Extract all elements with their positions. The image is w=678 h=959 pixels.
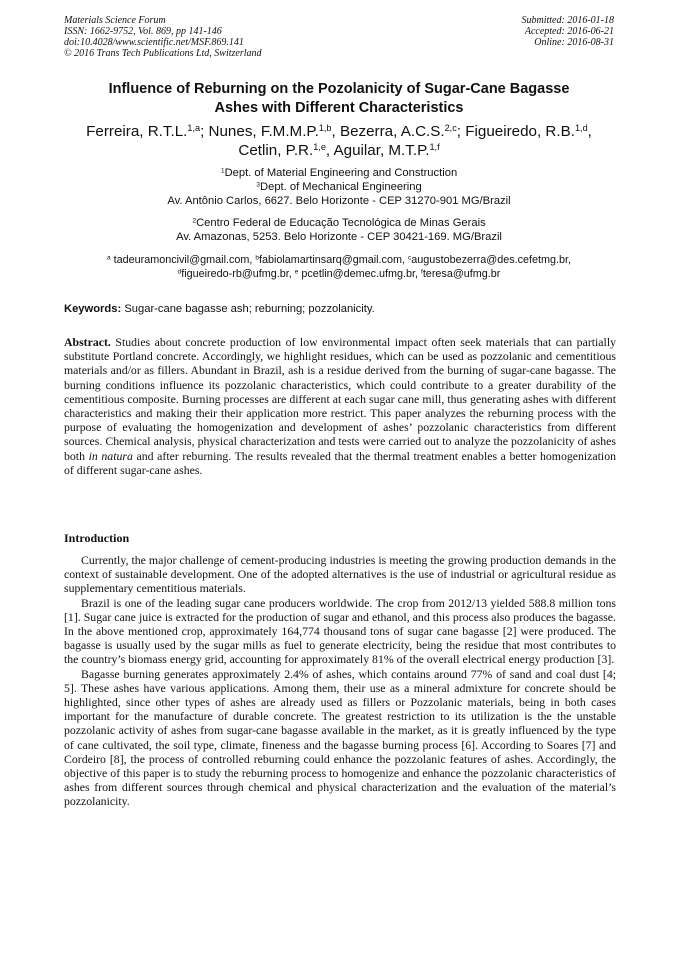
affiliation-block-ufmg [50,166,628,208]
email-sup: d [177,268,182,276]
author-name: Nunes, F.M.M.P. [208,123,319,140]
author-name: Cetlin, P.R. [238,142,314,159]
keywords-text: Sugar-cane bagasse ash; reburning; pozzolanicity. [124,303,375,315]
author-affil-sup: 1,d [574,122,588,133]
affiliation-address-2: Av. Amazonas, 5253. Belo Horizonte - CEP 30421-169. MG/Brazil [176,231,502,243]
affil-text: Dept. of Mechanical Engineering [260,181,422,193]
keywords-line [64,302,616,316]
author-name: Bezerra, A.C.S. [339,123,445,140]
email-line-1 [40,253,638,267]
author-list [50,122,628,160]
email-sup: c [407,254,412,262]
affil-sup: 3 [256,181,261,189]
intro-paragraph: Currently, the major challenge of cement-producing industries is meeting the growing production demands in the context of sustainable development. One of the adopted alternatives is the use of industrial or agricultural residue as supplementary cementitious materials. [64,553,616,596]
keywords-label: Keywords: [64,303,122,315]
affiliation-dept-3 [50,180,628,194]
paper-title [60,80,618,118]
email-sup: e [294,268,299,276]
affil-text: Centro Federal de Educação Tecnológica de Minas Gerais [196,217,486,229]
journal-doi: doi:10.4028/www.scientific.net/MSF.869.141 [64,37,244,48]
title-line-2: Ashes with Different Characteristics [214,100,464,116]
introduction-body [64,553,616,809]
email-sup: f [421,268,423,276]
affiliation-dept-1 [50,166,628,180]
submission-dates [522,15,615,48]
abstract-italic: in natura [88,448,133,463]
author-name: Figueiredo, R.B. [465,123,575,140]
affiliation-inst-2 [50,216,628,230]
journal-name: Materials Science Forum [64,15,166,26]
email-sup: b [255,254,259,262]
email-link[interactable]: teresa@ufmg.br [422,268,501,280]
author-affil-sup: 1,f [429,141,440,152]
intro-paragraph: Bagasse burning generates approximately 2.4% of ashes, which contains around 77% of sand and coal dust [4; 5]. These ashes have various applications. Among them, their use as a mineral admixture for concrete should be highlighted, since other types of ashes are already used as fillers or Pozzolanic materials, being in both cases important for the manufacture of durable concrete. The greatest restriction to its utilization is the the unstable pozzolanic activity of ashes from sugar-cane bagasse available in the market, as it is greatly influenced by the type of cane cultivated, the soil type, climate, fineness and the bagasse burning process [6]. According to Soares [7] and Cordeiro [8], the process of controlled reburning could enhance the pozzolanic features of ashes. Accordingly, the objective of this paper is to study the reburning process to homogenize and enhance the pozzolanic characteristics of ashes from different sources through chemical and physical characterization and the evaluation of the material’s pozzolanicity. [64,666,616,809]
affiliation-block-cefet [50,216,628,244]
affiliation-address-1: Av. Antônio Carlos, 6627. Belo Horizonte - CEP 31270-901 MG/Brazil [167,195,511,207]
submitted-date: Submitted: 2016-01-18 [521,15,614,26]
introduction-heading: Introduction [64,531,130,545]
email-link[interactable]: fabiolamartinsarq@gmail.com, [258,254,405,266]
intro-paragraph: Brazil is one of the leading sugar cane producers worldwide. The crop from 2012/13 yielded 588.8 million tons [1]. Sugar cane juice is extracted for the production of sugar and ethanol, and this process also produces the bagasse. In the above mentioned crop, approximately 164,774 thousand tons of sugar cane bagasse [2] were produced. The bagasse is usually used by the sugar mills as fuel to generate electricity, being the residue that most contributes to the country’s biomass energy grid, accounting for approximately 81% of the overall electrical energy production [3]. [64,595,616,667]
email-link[interactable]: tadeuramoncivil@gmail.com, [113,254,253,266]
abstract-text-1: Studies about concrete production of low environmental impact often seek materials that can partially substitute Portland concrete. Accordingly, we highlight residues, which can be used as pozzolanic and cementitious materials and/or as fillers. Abundant in Brazil, ash is a residue derived from the burning of sugar-cane bagasse. The burning conditions influence its pozzolanic characteristics, which could contribute to a greater durability of the cementitious composite. Burning processes are different at each sugar cane mill, thus generating ashes with different characteristics and making their their application more restrict. This paper analyzes the reburning process with the purpose of evaluating the homogenization and development of ashes’ pozzolanic characteristics from different sources. Chemical analysis, physical characterization and tests were carried out to analyze the pozzolanicity of ashes both [64,335,616,463]
author-line-2: Cetlin, P.R.$^{1,e}$, Aguilar, M.T.P.$^{1,f}$ [238,141,440,159]
author-emails [40,253,638,281]
email-link[interactable]: figueiredo-rb@ufmg.br, [181,268,292,280]
author-name: Aguilar, M.T.P. [333,142,430,159]
journal-copyright: © 2016 Trans Tech Publications Ltd, Switzerland [64,48,262,59]
online-date: Online: 2016-08-31 [534,37,614,48]
email-link[interactable]: pcetlin@demec.ufmg.br, [301,268,418,280]
journal-issn: ISSN: 1662-9752, Vol. 869, pp 141-146 [64,26,222,37]
author-affil-sup: 1,b [318,122,332,133]
title-line-1: Influence of Reburning on the Pozolanicity of Sugar-Cane Bagasse [108,81,570,97]
author-line-1: Ferreira, R.T.L.$^{1,a}$; Nunes, F.M.M.P.$^{1,b}$, Bezerra, A.C.S.$^{2,c}$; Figueiredo, R.B.$^{1,d}$, [86,122,592,140]
affil-text: Dept. of Material Engineering and Construction [224,167,458,179]
author-name: Ferreira, R.T.L. [86,123,188,140]
affil-sup: 2 [192,217,197,225]
journal-info [64,15,262,59]
author-affil-sup: 1,e [313,141,326,152]
accepted-date: Accepted: 2016-06-21 [524,26,614,37]
email-line-2 [40,267,638,281]
abstract-label: Abstract. [64,335,111,349]
abstract-text-2: and after reburning. The results revealed that the thermal treatment enables a better homogenization of different sugar-cane ashes. [64,448,617,477]
email-link[interactable]: augustobezerra@des.cefetmg.br, [411,254,572,266]
abstract [64,335,616,477]
affil-sup: 1 [220,167,225,175]
author-affil-sup: 1,a [187,122,201,133]
email-sup: a [106,254,111,262]
author-affil-sup: 2,c [444,122,457,133]
